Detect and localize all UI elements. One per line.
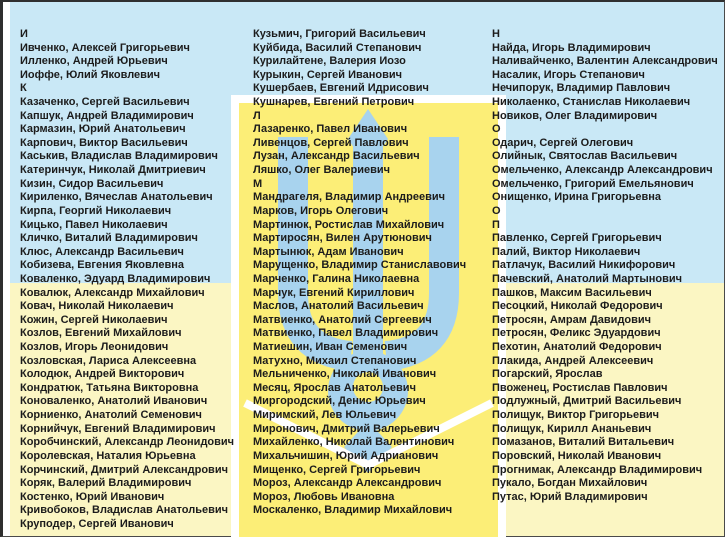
person-name: Омельченко, Александр Александрович xyxy=(492,164,713,177)
person-name: Пашков, Максим Васильевич xyxy=(492,286,652,299)
person-name: Петросян, Амрам Давидович xyxy=(492,313,652,326)
section-letter: Н xyxy=(492,28,500,40)
person-name: Олийнык, Святослав Васильевич xyxy=(492,150,678,163)
section-letter: П xyxy=(492,218,500,231)
person-name: Мороз, Александр Александрович xyxy=(253,477,442,490)
person-name: Костенко, Юрий Иванович xyxy=(20,490,165,503)
person-name: Кондратюк, Татьяна Викторовна xyxy=(20,381,199,394)
person-name: Мельниченко, Николай Иванович xyxy=(253,368,437,381)
person-name: Полищук, Кирилл Ананьевич xyxy=(492,422,652,435)
person-name: Мартынюк, Адам Иванович xyxy=(253,245,404,258)
person-name: Матиешин, Иван Семенович xyxy=(253,341,408,354)
person-name: Курилайтене, Валерия Иозо xyxy=(253,55,406,68)
person-name: Коробчинский, Александр Леонидович xyxy=(20,436,235,449)
person-name: Козлов, Евгений Михайлович xyxy=(20,327,182,340)
person-name: Колодюк, Андрей Викторович xyxy=(20,368,185,381)
person-name: Ковалюк, Александр Михайлович xyxy=(20,286,205,299)
person-name: Миримский, Лев Юльевич xyxy=(253,409,397,422)
person-name: Одарич, Сергей Олегович xyxy=(492,136,634,149)
person-name: Казаченко, Сергей Васильевич xyxy=(20,96,190,109)
person-name: Матвиенко, Павел Владимирович xyxy=(253,327,439,340)
person-name: Кобизева, Евгения Яковлевна xyxy=(20,259,185,272)
person-name: Марчук, Евгений Кириллович xyxy=(253,286,415,299)
person-name: Поровский, Николай Иванович xyxy=(492,449,662,462)
person-name: Кизин, Сидор Васильевич xyxy=(20,177,164,190)
person-name: Ивченко, Алексей Григорьевич xyxy=(20,41,190,54)
person-name: Каськив, Владислав Владимирович xyxy=(20,150,218,163)
section-letter: К xyxy=(20,82,27,95)
person-name: Помазанов, Виталий Витальевич xyxy=(492,436,675,449)
person-name: Николаенко, Станислав Николаевич xyxy=(492,96,691,109)
person-name: Кириленко, Вячеслав Анатольевич xyxy=(20,191,213,204)
person-name: Найда, Игорь Владимирович xyxy=(492,41,651,54)
person-name: Козловская, Лариса Алексеевна xyxy=(20,354,197,367)
person-name: Илленко, Андрей Юрьевич xyxy=(20,55,168,68)
person-name: Москаленко, Владимир Михайлович xyxy=(253,504,453,517)
person-name: Корчинский, Дмитрий Александрович xyxy=(20,463,228,476)
person-name: Курыкин, Сергей Иванович xyxy=(253,68,403,81)
section-letter: Л xyxy=(253,109,261,122)
person-name: Круподер, Сергей Иванович xyxy=(20,517,174,530)
person-name: Марков, Игорь Олегович xyxy=(253,204,389,217)
person-name: Плакида, Андрей Алексеевич xyxy=(492,354,654,367)
section-letter: И xyxy=(20,28,28,40)
person-name: Кицько, Павел Николаевич xyxy=(20,218,168,231)
person-name: Ливенцов, Сергей Павлович xyxy=(253,136,409,149)
person-name: Коваленко, Эдуард Владимирович xyxy=(20,272,211,285)
person-name: Омельченко, Григорий Емельянович xyxy=(492,177,694,190)
person-name: Насалик, Игорь Степанович xyxy=(492,68,645,81)
person-name: Ковач, Николай Николаевич xyxy=(20,300,174,313)
person-name: Матвиенко, Анатолий Сергеевич xyxy=(253,313,432,326)
person-name: Лузан, Александр Васильевич xyxy=(253,150,420,163)
person-name: Пвоженец, Ростислав Павлович xyxy=(492,381,668,394)
person-name: Павленко, Сергей Григорьевич xyxy=(492,232,662,245)
person-name: Корнийчук, Евгений Владимирович xyxy=(20,422,216,435)
person-name: Лазаренко, Павел Иванович xyxy=(253,123,408,136)
person-name: Кузьмич, Григорий Васильевич xyxy=(253,28,426,40)
person-name: Онищенко, Ирина Григорьевна xyxy=(492,191,661,204)
person-name: Мартинюк, Ростислав Михайлович xyxy=(253,218,445,231)
section-letter: О xyxy=(492,123,501,136)
name-column-3 xyxy=(492,28,725,504)
person-name: Королевская, Наталия Юрьевна xyxy=(20,449,196,462)
person-name: Кожин, Сергей Николаевич xyxy=(20,313,168,326)
name-column-2 xyxy=(253,28,488,518)
person-name: Кушнарев, Евгений Петрович xyxy=(253,96,415,109)
person-name: Кирпа, Георгий Николаевич xyxy=(20,204,172,217)
person-name: Михайленко, Николай Валентинович xyxy=(253,436,455,449)
person-name: Коряк, Валерий Владимирович xyxy=(20,477,192,490)
person-name: Карпович, Виктор Васильевич xyxy=(20,136,188,149)
person-name: Наливайченко, Валентин Александрович xyxy=(492,55,718,68)
section-letter: О xyxy=(492,204,501,217)
person-name: Миронович, Дмитрий Валерьевич xyxy=(253,422,440,435)
name-column-1 xyxy=(20,28,255,532)
section-letter: М xyxy=(253,177,263,190)
person-name: Патлачук, Василий Никифорович xyxy=(492,259,676,272)
person-name: Мартиросян, Вилен Арутюнович xyxy=(253,232,432,245)
person-name: Миргородский, Денис Юрьевич xyxy=(253,395,426,408)
person-name: Песоцкий, Николай Федорович xyxy=(492,300,663,313)
person-name: Погарский, Ярослав xyxy=(492,368,603,381)
person-name: Михальчишин, Юрий Адрианович xyxy=(253,449,439,462)
person-name: Мандрагеля, Владимир Андреевич xyxy=(253,191,446,204)
person-name: Марущенко, Владимир Станиславович xyxy=(253,259,467,272)
person-name: Новиков, Олег Владимирович xyxy=(492,109,658,122)
person-name: Иоффе, Юлий Яковлевич xyxy=(20,68,161,81)
person-name: Кушербаев, Евгений Идрисович xyxy=(253,82,429,95)
person-name: Петросян, Феликс Эдуардович xyxy=(492,327,661,340)
person-name: Клюс, Александр Васильевич xyxy=(20,245,184,258)
person-name: Катеринчук, Николай Дмитриевич xyxy=(20,164,206,177)
person-name: Кривобоков, Владислав Анатольевич xyxy=(20,504,229,517)
person-name: Пехотин, Анатолий Федорович xyxy=(492,341,662,354)
person-name: Пукало, Богдан Михайлович xyxy=(492,477,648,490)
person-name: Подлужный, Дмитрий Васильевич xyxy=(492,395,682,408)
person-name: Коноваленко, Анатолий Иванович xyxy=(20,395,208,408)
person-name: Мороз, Любовь Ивановна xyxy=(253,490,395,503)
person-name: Палий, Виктор Николаевич xyxy=(492,245,641,258)
person-name: Пачевский, Анатолий Мартынович xyxy=(492,272,683,285)
person-name: Ляшко, Олег Валериевич xyxy=(253,164,391,177)
person-name: Куйбида, Василий Степанович xyxy=(253,41,422,54)
person-name: Путас, Юрий Владимирович xyxy=(492,490,648,503)
person-name: Нечипорук, Владимир Павлович xyxy=(492,82,671,95)
person-name: Прогнимак, Александр Владимирович xyxy=(492,463,703,476)
person-name: Корниенко, Анатолий Семенович xyxy=(20,409,202,422)
person-name: Кличко, Виталий Владимирович xyxy=(20,232,198,245)
person-name: Капшук, Андрей Владимирович xyxy=(20,109,194,122)
person-name: Мищенко, Сергей Григорьевич xyxy=(253,463,421,476)
person-name: Кармазин, Юрий Анатольевич xyxy=(20,123,186,136)
person-name: Маслов, Анатолий Васильевич xyxy=(253,300,424,313)
person-name: Матухно, Михаил Степанович xyxy=(253,354,417,367)
person-name: Марченко, Галина Николаевна xyxy=(253,272,420,285)
person-name: Полищук, Виктор Григорьевич xyxy=(492,409,660,422)
person-name: Козлов, Игорь Леонидович xyxy=(20,341,169,354)
person-name: Месяц, Ярослав Анатольевич xyxy=(253,381,416,394)
